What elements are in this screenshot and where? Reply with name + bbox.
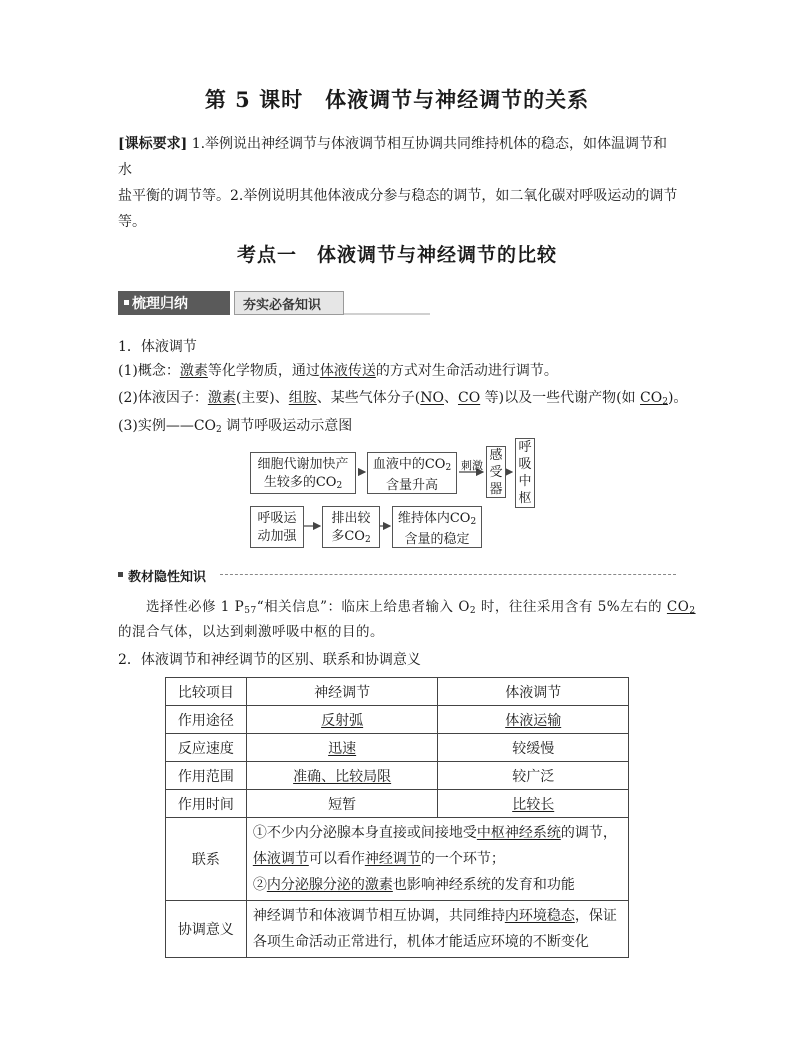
box5-line1-text: 维持体内CO	[397, 511, 471, 526]
relation-l2-u1: 体液调节	[252, 851, 309, 867]
table-row	[166, 790, 629, 818]
center-char1: 呼	[518, 440, 532, 455]
table-cell-neural	[246, 790, 438, 818]
requirements-label: [课标要求]	[118, 136, 188, 152]
diagram-box-breathing	[250, 506, 304, 548]
table-cell-humoral-text: 较缓慢	[512, 740, 555, 757]
concept-middle: 等化学物质，通过	[207, 363, 320, 379]
box1-line2-text: 生较多的CO	[263, 475, 337, 490]
table-header-row	[166, 678, 629, 706]
relation-content	[246, 818, 628, 901]
hk-co2-sub: 2	[689, 606, 696, 616]
relation-line2	[253, 846, 628, 872]
example-sub: 2	[216, 425, 222, 435]
part1-heading: 1．体液调节	[118, 339, 197, 355]
box1-line1: 细胞代谢加快产	[257, 457, 349, 472]
coord-line2: 各项生命活动正常进行，机体才能适应环境的不断变化	[252, 934, 589, 950]
table-cell-humoral-text: 较广泛	[512, 768, 555, 785]
table-row	[166, 706, 629, 734]
box4-line2-text: 多CO	[331, 529, 365, 544]
table-cell-neural	[246, 762, 438, 790]
diagram-box-respiratory-center	[515, 438, 535, 508]
table-header-cell: 神经调节	[246, 678, 438, 706]
center-char2: 吸	[518, 457, 532, 472]
relation-l3-u: 内分泌腺分泌的激素	[266, 877, 393, 893]
factor-co: CO	[457, 390, 481, 406]
factor-text4: 等)以及一些代谢产物(如	[480, 390, 641, 406]
table-header-cell: 体液调节	[438, 678, 629, 706]
banner-dark-label: 梳理归纳	[132, 296, 188, 312]
page-title: 第 5 课时 体液调节与神经调节的关系	[204, 87, 590, 112]
factor-text3: 、	[443, 390, 458, 406]
table-row	[166, 762, 629, 790]
box5-line1-sub: 2	[470, 517, 477, 527]
center-char4: 枢	[518, 491, 532, 506]
relation-l2-mid: 可以看作	[308, 851, 365, 867]
factor-no: NO	[420, 390, 444, 406]
box2-line1-text: 血液中的CO	[372, 457, 446, 472]
hidden-knowledge-line2: 的混合气体，以达到刺激呼吸中枢的目的。	[118, 624, 384, 640]
table-cell-item: 反应速度	[166, 734, 247, 762]
banner-light-label: 夯实必备知识	[243, 298, 322, 313]
table-row-coordination	[166, 901, 629, 958]
box3-line1: 呼吸运	[257, 511, 297, 526]
dashed-rule	[220, 574, 676, 575]
coord-l1-pre: 神经调节和体液调节相互协调，共同维持	[252, 908, 505, 924]
box5-line2: 含量的稳定	[404, 532, 470, 547]
box4-line2-sub: 2	[364, 535, 371, 545]
factor-co2-text: CO	[640, 390, 663, 406]
hk-co2-text: CO	[666, 599, 690, 615]
factor-text1: (主要)、	[235, 390, 289, 406]
diagram-box-metabolism	[250, 452, 356, 494]
part2-heading: 2．体液调节和神经调节的区别、联系和协调意义	[118, 652, 421, 668]
table-cell-neural	[246, 734, 438, 762]
table-row	[166, 734, 629, 762]
box5-line1	[393, 510, 481, 531]
coordination-content	[246, 901, 628, 958]
box1-line2	[251, 474, 355, 495]
hk-o2-sub: 2	[469, 606, 477, 616]
table-cell-humoral	[438, 734, 629, 762]
hk-page-sub: 57	[244, 606, 257, 616]
square-bullet-icon	[118, 572, 123, 577]
table-row-relation	[166, 818, 629, 901]
table-cell-item: 作用时间	[166, 790, 247, 818]
factor-co2-sub: 2	[662, 397, 668, 407]
table-cell-item: 协调意义	[166, 901, 247, 958]
coord-line1	[253, 903, 628, 929]
table-cell-humoral	[438, 706, 629, 734]
hidden-knowledge-label: 教材隐性知识	[128, 570, 207, 585]
relation-line1	[253, 820, 628, 846]
example-prefix: (3)实例——CO	[118, 418, 217, 434]
box2-line1	[368, 456, 456, 477]
relation-l1-u: 中枢神经系统	[476, 825, 561, 841]
table-header-cell: 比较项目	[166, 678, 247, 706]
concept-prefix: (1)概念：	[118, 363, 180, 379]
receptor-char1: 感	[489, 448, 503, 463]
concept-term-transport: 体液传送	[319, 363, 376, 379]
factor-suffix: )。	[667, 390, 688, 406]
relation-l2-post: 的一个环节；	[420, 851, 505, 867]
relation-l3-post: 也影响神经系统的发育和功能	[392, 877, 575, 893]
requirements-line3: 等。	[118, 214, 146, 230]
diagram-box-exhale	[322, 506, 380, 548]
coord-l1-post: ，保证	[574, 908, 617, 924]
table-cell-humoral	[438, 762, 629, 790]
coord-l1-u: 内环境稳态	[504, 908, 575, 924]
example-suffix: 调节呼吸运动示意图	[221, 418, 353, 434]
relation-l1-pre: ①不少内分泌腺本身直接或间接地受	[252, 825, 477, 841]
relation-l1-post: 的调节，	[560, 825, 617, 841]
table-cell-neural-text: 短暂	[328, 796, 357, 813]
factor-hormone: 激素	[207, 390, 236, 406]
table-cell-humoral-text: 体液运输	[505, 712, 562, 729]
section-title: 考点一 体液调节与神经调节的比较	[236, 244, 557, 266]
factor-histamine: 组胺	[288, 390, 317, 406]
box2-line2: 含量升高	[385, 478, 438, 493]
diagram-box-blood-co2	[367, 452, 457, 494]
concept-term-hormone: 激素	[179, 363, 208, 379]
relation-l3-pre: ②	[252, 877, 267, 893]
hk-co2	[667, 599, 696, 615]
receptor-char3: 器	[489, 482, 503, 497]
stimulus-label: 刺激	[461, 459, 483, 472]
hidden-knowledge-line1	[146, 595, 696, 623]
table-cell-neural-text: 准确、比较局限	[293, 768, 392, 785]
comparison-table	[165, 677, 629, 958]
concept-suffix: 的方式对生命活动进行调节。	[375, 363, 558, 379]
box1-line2-sub: 2	[336, 481, 343, 491]
table-cell-item: 联系	[166, 818, 247, 901]
box3-line2: 动加强	[257, 529, 297, 544]
hidden-knowledge-header	[118, 566, 676, 586]
box4-line1: 排出较	[331, 511, 371, 526]
table-cell-neural-text: 迅速	[328, 740, 357, 757]
diagram-box-receptor	[486, 446, 506, 498]
relation-l2-u2: 神经调节	[364, 851, 421, 867]
hk-middle: “相关信息”：临床上给患者输入 O	[256, 599, 470, 615]
table-cell-humoral-text: 比较长	[512, 796, 555, 813]
hk-middle2: 时，往往采用含有 5%左右的	[476, 599, 667, 615]
factor-prefix: (2)体液因子：	[118, 390, 208, 406]
diagram-box-stable	[392, 506, 482, 548]
table-cell-humoral	[438, 790, 629, 818]
box2-line1-sub: 2	[445, 463, 452, 473]
receptor-char2: 受	[489, 465, 503, 480]
factor-text2: 、某些气体分子(	[316, 390, 421, 406]
relation-line3	[253, 872, 628, 898]
hk-prefix: 选择性必修 1 P	[146, 599, 245, 615]
table-cell-item: 作用范围	[166, 762, 247, 790]
box4-line2	[323, 528, 379, 549]
requirements-line1: 1.举例说出神经调节与体液调节相互协调共同维持机体的稳态，如体温调节和水	[118, 136, 668, 178]
table-cell-neural	[246, 706, 438, 734]
requirements-line2: 盐平衡的调节等。2.举例说明其他体液成分参与稳态的调节，如二氧化碳对呼吸运动的调节	[118, 188, 678, 204]
table-cell-item: 作用途径	[166, 706, 247, 734]
table-cell-neural-text: 反射弧	[321, 712, 364, 729]
center-char3: 中	[518, 474, 532, 489]
